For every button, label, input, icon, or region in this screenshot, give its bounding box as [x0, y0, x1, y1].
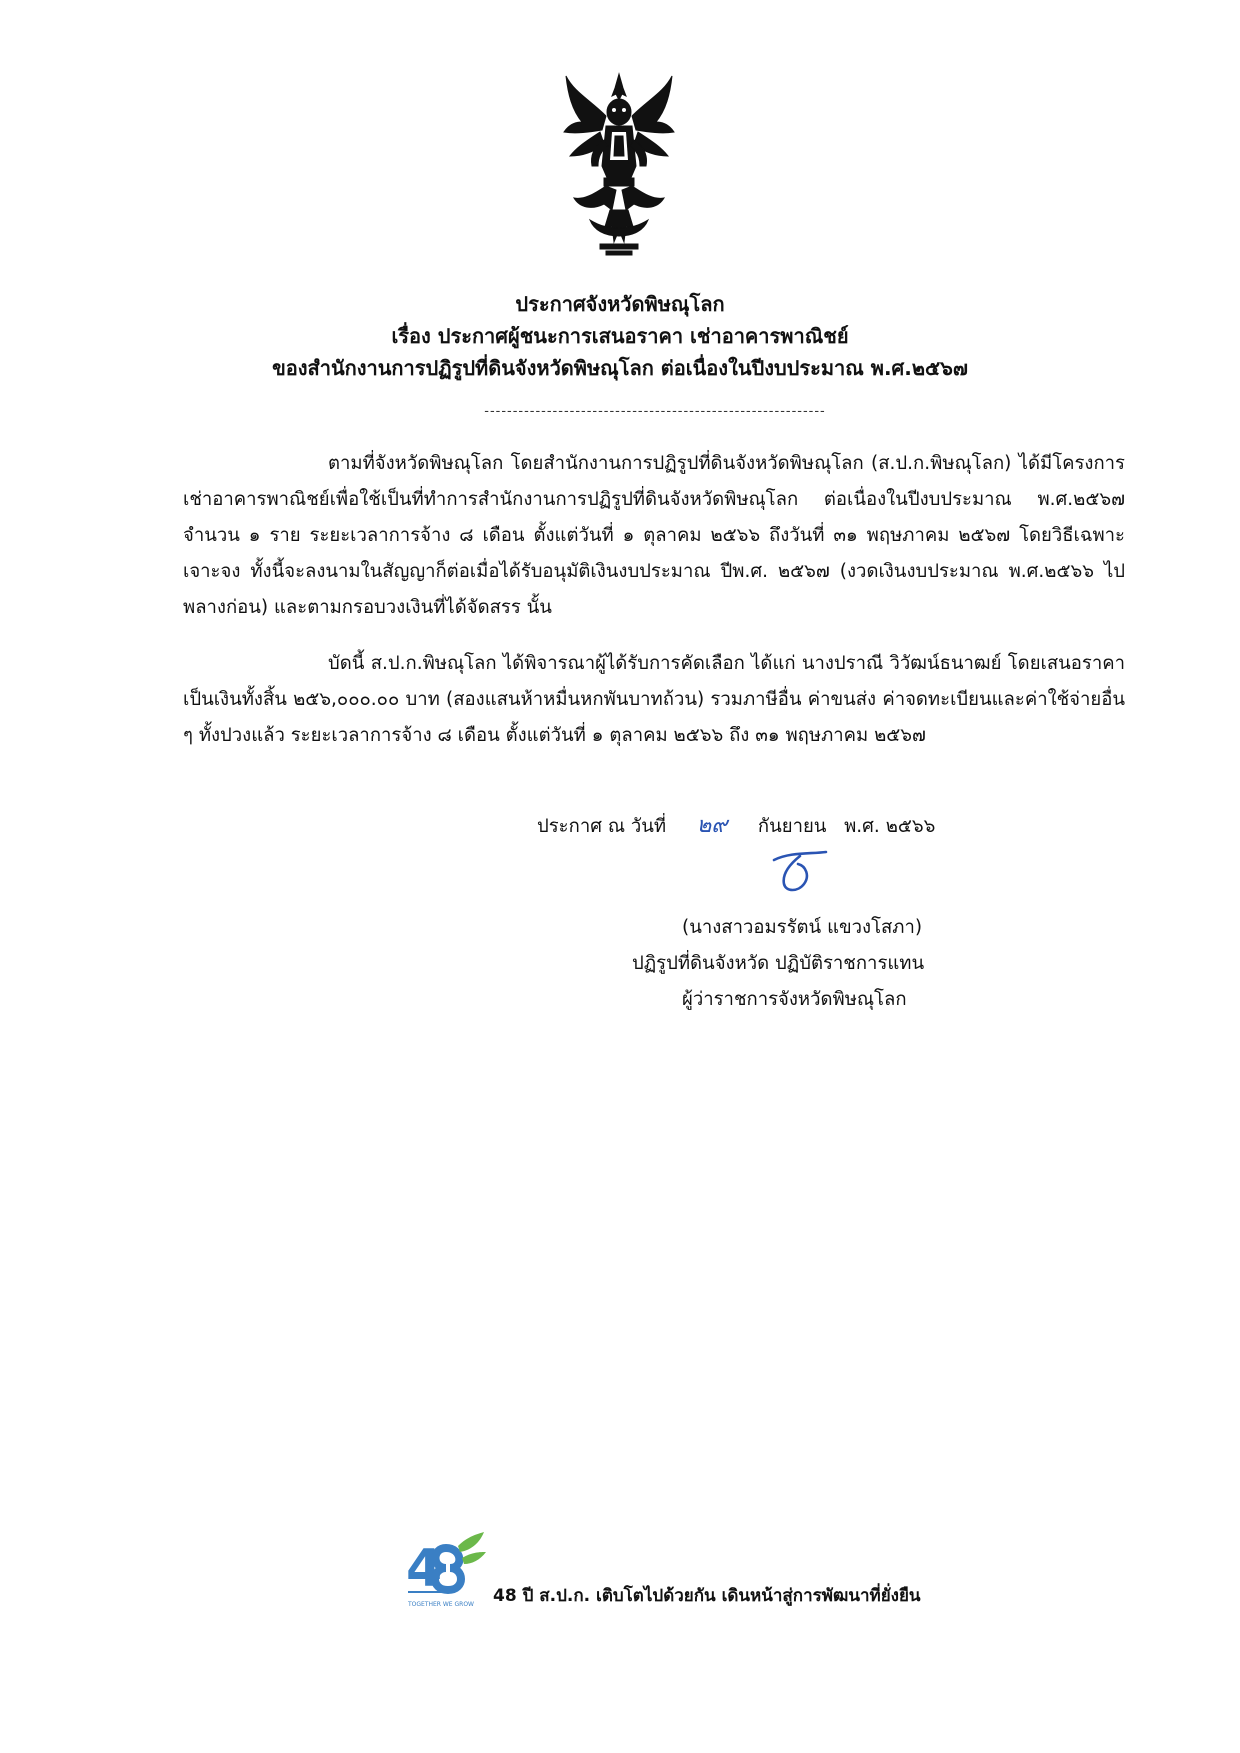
announcement-heading	[120, 288, 1120, 384]
body-paragraph-1: ตามที่จังหวัดพิษณุโลก โดยสำนักงานการปฏิรูปที่ดินจังหวัดพิษณุโลก (ส.ป.ก.พิษณุโลก) ได้มีโครงการเช่าอาคารพาณิชย์เพื่อใช้เป็นที่ทำการสำนักงานการปฏิรูปที่ดินจังหวัดพิษณุโลก ต่อเนื่องในปีงบประมาณ พ.ศ.๒๕๖๗ จำนวน ๑ ราย ระยะเวลาการจ้าง ๘ เดือน ตั้งแต่วันที่ ๑ ตุลาคม ๒๕๖๖ ถึงวันที่ ๓๑ พฤษภาคม ๒๕๖๗ โดยวิธีเฉพาะเจาะจง ทั้งนี้จะลงนามในสัญญาก็ต่อเมื่อได้รับอนุมัติเงินงบประมาณ ปีพ.ศ. ๒๕๖๗ (งวดเงินงบประมาณ พ.ศ.๒๕๖๖ ไปพลางก่อน) และตามกรอบวงเงินที่ได้จัดสรร นั้น	[183, 453, 1125, 618]
date-year: พ.ศ. ๒๕๖๖	[844, 816, 936, 837]
signatory-position-1: ปฏิรูปที่ดินจังหวัด ปฏิบัติราชการแทน	[632, 953, 925, 974]
handwritten-day: ๒๙	[696, 813, 728, 838]
footer-slogan: 48 ปี ส.ป.ก. เติบโตไปด้วยกัน เดินหน้าสู่การพัฒนาที่ยั่งยืน	[493, 1586, 921, 1606]
body-paragraph-2: บัดนี้ ส.ป.ก.พิษณุโลก ได้พิจารณาผู้ได้รับการคัดเลือก ได้แก่ นางปราณี วิวัฒน์ธนาฒย์ โดยเสนอราคา เป็นเงินทั้งสิ้น ๒๕๖,๐๐๐.๐๐ บาท (สองแสนห้าหมื่นหกพันบาทถ้วน) รวมภาษีอื่น ค่าขนส่ง ค่าจดทะเบียนและค่าใช้จ่ายอื่น ๆ ทั้งปวงแล้ว ระยะเวลาการจ้าง ๘ เดือน ตั้งแต่วันที่ ๑ ตุลาคม ๒๕๖๖ ถึง ๓๑ พฤษภาคม ๒๕๖๗	[183, 653, 1125, 746]
heading-line-2: เรื่อง ประกาศผู้ชนะการเสนอราคา เช่าอาคารพาณิชย์	[391, 324, 849, 348]
signatory-position-2: ผู้ว่าราชการจังหวัดพิษณุโลก	[682, 989, 907, 1010]
handwritten-signature	[760, 848, 840, 898]
svg-text:4: 4	[406, 1539, 443, 1599]
logo-subtext: TOGETHER WE GROW	[408, 1601, 474, 1608]
alro-48-anniversary-logo	[402, 1528, 488, 1620]
signatory-name: (นางสาวอมรรัตน์ แขวงโสภา)	[682, 917, 923, 938]
garuda-emblem-icon	[560, 70, 678, 260]
signatory-block	[560, 910, 1080, 1018]
date-month: กันยายน	[757, 816, 827, 837]
date-prefix: ประกาศ ณ วันที่	[537, 816, 667, 837]
announcement-date	[537, 808, 1007, 845]
heading-separator: ------------------------------------------------------------	[484, 404, 826, 419]
heading-line-3: ของสำนักงานการปฏิรูปที่ดินจังหวัดพิษณุโลก ต่อเนื่องในปีงบประมาณ พ.ศ.๒๕๖๗	[272, 356, 968, 380]
heading-line-1: ประกาศจังหวัดพิษณุโลก	[515, 292, 725, 316]
